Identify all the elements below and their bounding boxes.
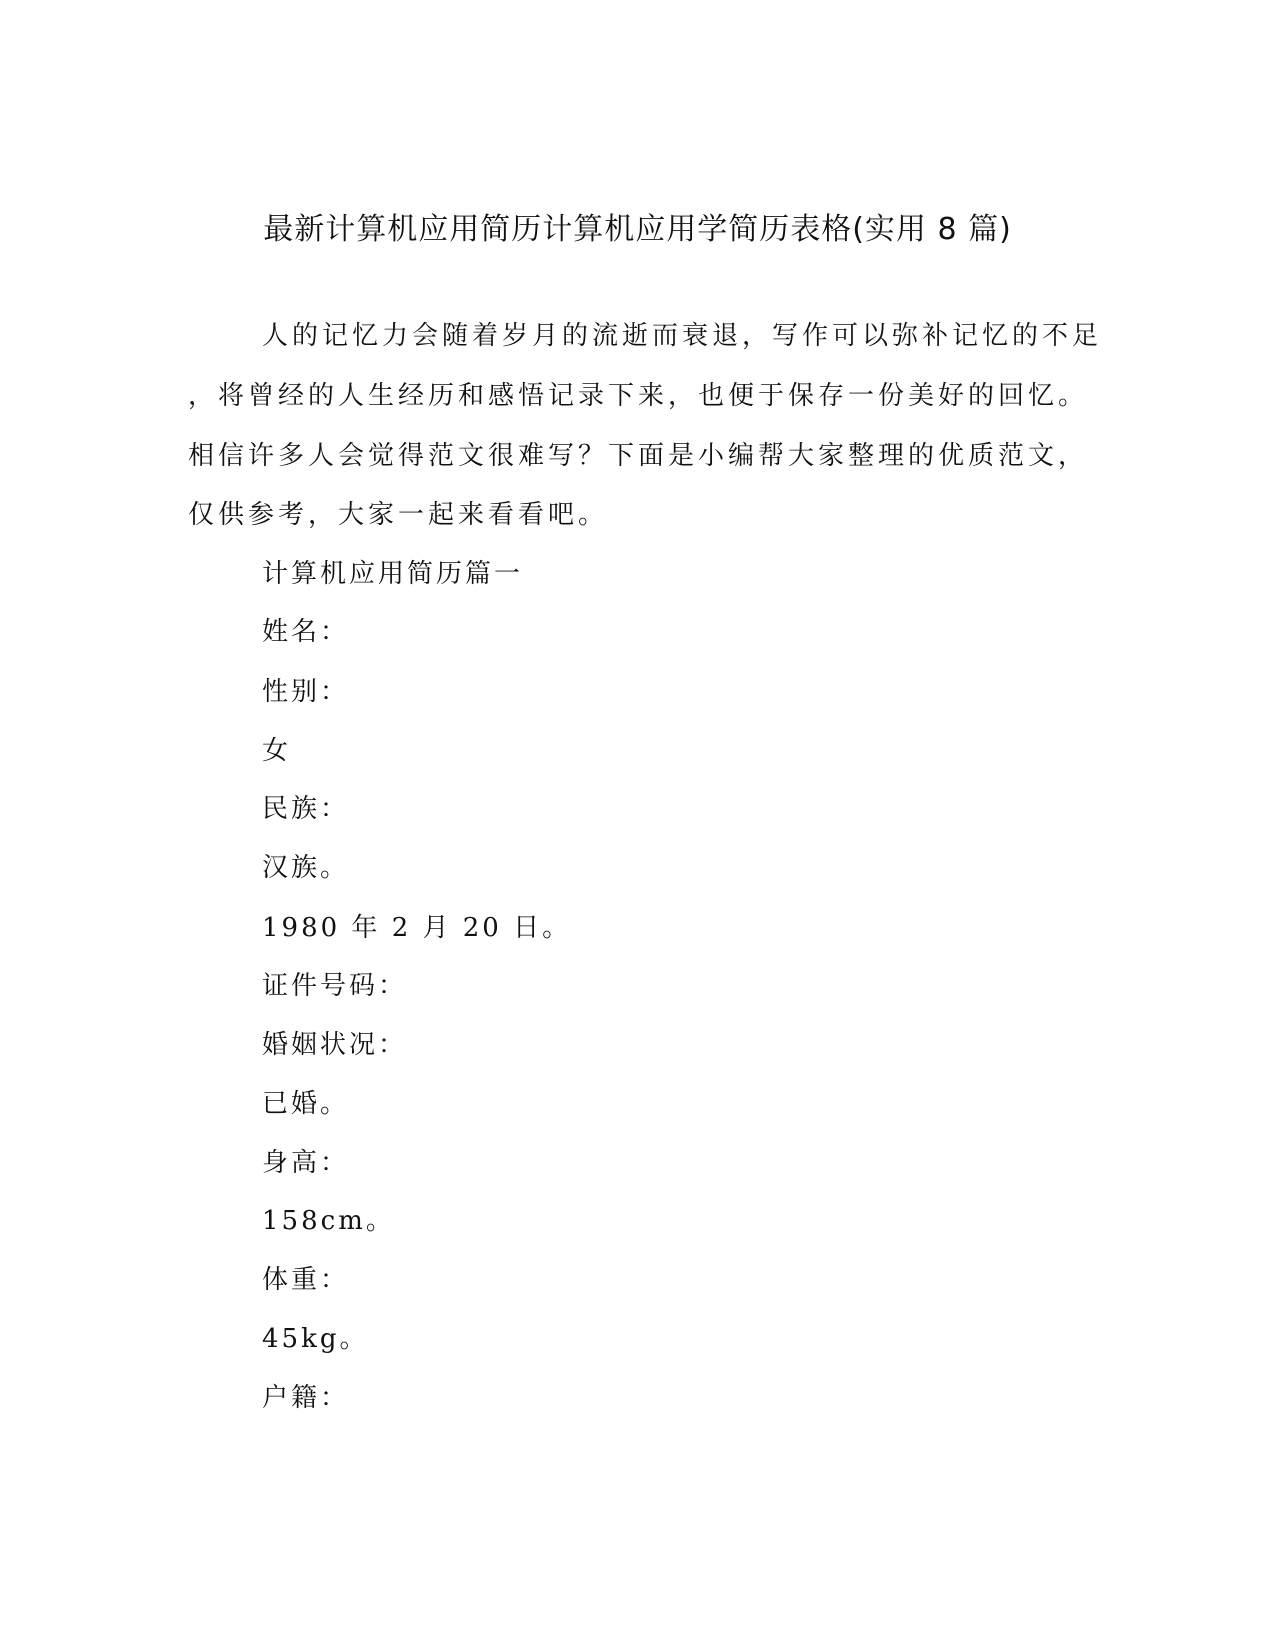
field-height-value: 158cm。	[262, 1206, 395, 1236]
field-marital-status-label: 婚姻状况：	[262, 1030, 408, 1060]
intro-line-1: 人的记忆力会随着岁月的流逝而衰退，写作可以弥补记忆的不足	[262, 321, 1103, 351]
field-id-number-label: 证件号码：	[262, 971, 408, 1001]
intro-line-2: ，将曾经的人生经历和感悟记录下来，也便于保存一份美好的回忆。	[188, 381, 1089, 411]
field-ethnicity-label: 民族：	[262, 794, 350, 824]
document-title: 最新计算机应用简历计算机应用学简历表格(实用 8 篇)	[263, 212, 1012, 247]
field-name-label: 姓名：	[262, 617, 350, 647]
field-marital-status-value: 已婚。	[262, 1089, 350, 1119]
field-gender-label: 性别：	[262, 677, 350, 707]
field-ethnicity-value: 汉族。	[262, 853, 350, 883]
intro-line-3: 相信许多人会觉得范文很难写？下面是小编帮大家整理的优质范文，	[188, 441, 1089, 471]
field-gender-value: 女	[262, 736, 292, 766]
section-heading: 计算机应用简历篇一	[262, 559, 524, 589]
field-weight-label: 体重：	[262, 1265, 350, 1295]
field-household-label: 户籍：	[262, 1383, 350, 1413]
field-weight-value: 45kg。	[262, 1324, 369, 1354]
field-birth-date: 1980 年 2 月 20 日。	[262, 913, 572, 943]
intro-line-4: 仅供参考，大家一起来看看吧。	[188, 500, 609, 530]
field-height-label: 身高：	[262, 1148, 350, 1178]
